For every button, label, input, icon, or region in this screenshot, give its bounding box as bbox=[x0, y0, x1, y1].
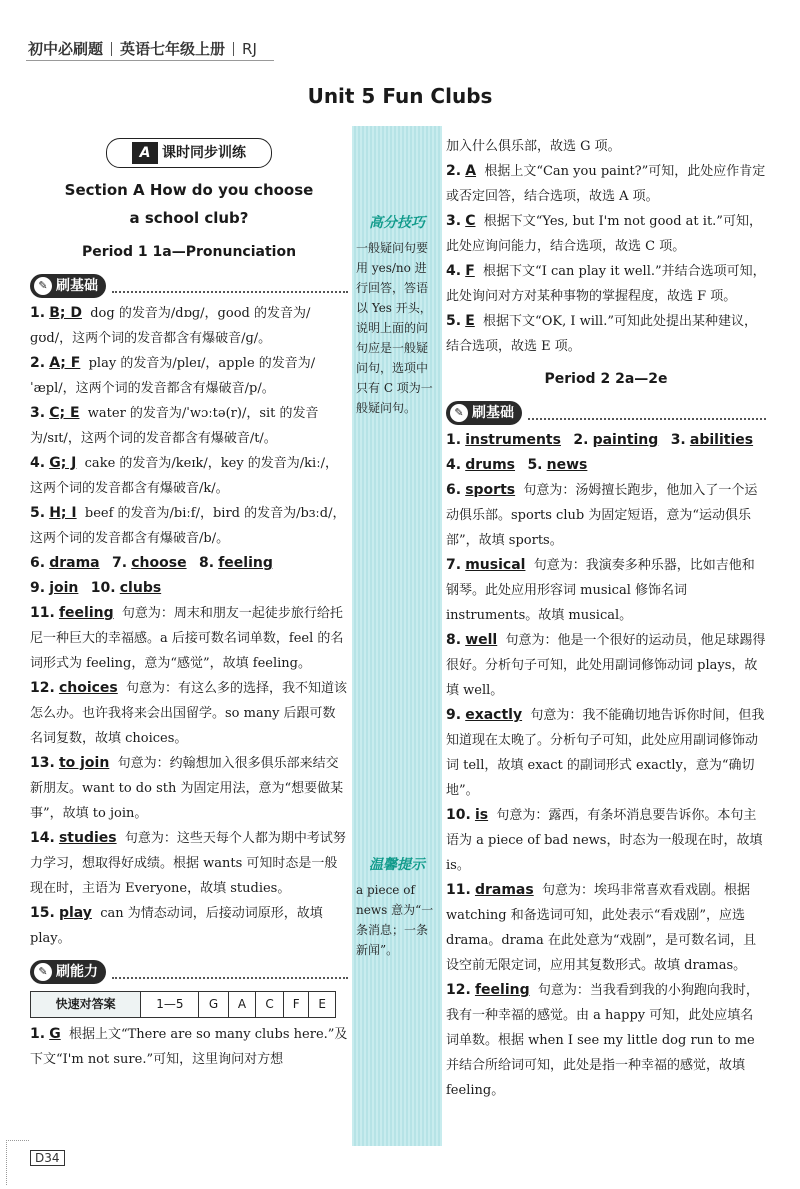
item-text: can 为情态动词，后接动词原形，故填 play。 bbox=[30, 906, 323, 946]
item-number: 11. bbox=[30, 605, 55, 621]
item-answer: feeling bbox=[474, 982, 530, 998]
quick-answer-cell: F bbox=[283, 992, 308, 1018]
item-number: 5. bbox=[527, 457, 543, 473]
item-answer: is bbox=[474, 807, 489, 823]
header-rule bbox=[26, 60, 274, 61]
item-answer: H; I bbox=[49, 505, 77, 521]
left-column bbox=[30, 138, 348, 1072]
list-item bbox=[30, 576, 348, 601]
section-title-line: Section A How do you choose bbox=[64, 181, 314, 199]
list-item bbox=[446, 428, 766, 453]
item-text: play 的发音为/pleɪ/，apple 的发音为/ˈæpl/，这两个词的发音都含有爆破音/p/。 bbox=[30, 356, 316, 396]
list-item bbox=[30, 401, 348, 451]
item-text: 根据上文“There are so many clubs here.”及下文“I'm not sure.”可知，这里询问对方想 bbox=[30, 1027, 348, 1067]
item-number: 4. bbox=[30, 455, 46, 471]
item-answer: clubs bbox=[119, 580, 162, 596]
item-answer: feeling bbox=[218, 555, 273, 571]
item-text: 根据下文“OK, I will.”可知此处提出某种建议，结合选项，故选 E 项。 bbox=[446, 314, 757, 354]
item-number: 15. bbox=[30, 905, 55, 921]
subject-name: 英语七年级上册 bbox=[120, 40, 226, 58]
item-answer: studies bbox=[58, 830, 117, 846]
item-answer: F bbox=[465, 263, 475, 279]
quick-answer-cell: G bbox=[199, 992, 228, 1018]
item-number: 4. bbox=[446, 457, 462, 473]
item-number: 10. bbox=[446, 807, 471, 823]
item-answer: instruments bbox=[465, 432, 561, 448]
period-title: Period 1 1a—Pronunciation bbox=[81, 244, 297, 260]
item-number: 6. bbox=[446, 482, 462, 498]
item-text: 句意为：有这么多的选择，我不知道该怎么办。也许我将来会出国留学。so many 后跟可数名词复数，故填 choices。 bbox=[30, 681, 348, 746]
list-item bbox=[30, 1022, 348, 1072]
item-answer: feeling bbox=[58, 605, 114, 621]
item-text: beef 的发音为/biːf/，bird 的发音为/bɜːd/，这两个词的发音都含有爆破音/b/。 bbox=[30, 506, 346, 546]
lesson-banner bbox=[106, 138, 272, 168]
list-item bbox=[446, 309, 766, 359]
list-item bbox=[30, 826, 348, 901]
item-answer: G bbox=[49, 1026, 61, 1042]
item-text: cake 的发音为/keɪk/，key 的发音为/kiː/，这两个词的发音都含有爆破音/k/。 bbox=[30, 456, 338, 496]
item-answer: C; E bbox=[49, 405, 80, 421]
item-number: 7. bbox=[112, 555, 128, 571]
list-item bbox=[446, 478, 766, 553]
item-text: 句意为：露西，有条坏消息要告诉你。本句主语为 a piece of bad news，时态为一般现在时，故填 is。 bbox=[446, 808, 763, 873]
badge-label: 刷基础 bbox=[56, 278, 98, 294]
item-number: 3. bbox=[30, 405, 46, 421]
item-number: 2. bbox=[30, 355, 46, 371]
item-answer: news bbox=[546, 457, 588, 473]
item-text: 句意为：这些天每个人都为期中考试努力学习，想取得好成绩。根据 wants 可知时态是一般现在时，主语为 Everyone，故填 studies。 bbox=[30, 831, 346, 896]
item-number: 13. bbox=[30, 755, 55, 771]
item-answer: C bbox=[465, 213, 476, 229]
item-answer: drama bbox=[49, 555, 100, 571]
edition: RJ bbox=[242, 40, 257, 58]
right-column bbox=[446, 134, 766, 1103]
badge-basic bbox=[446, 401, 522, 425]
item-number: 8. bbox=[198, 555, 215, 571]
list-item bbox=[446, 878, 766, 978]
item-answer: sports bbox=[465, 482, 516, 498]
list-item bbox=[446, 209, 766, 259]
dotted-rule bbox=[528, 406, 766, 420]
item-number: 5. bbox=[30, 505, 46, 521]
item-number: 1. bbox=[30, 1026, 46, 1042]
tip-title: 高分技巧 bbox=[369, 215, 425, 231]
page-corner-mark bbox=[6, 1140, 29, 1185]
item-number: 12. bbox=[446, 982, 471, 998]
reminder-title: 温馨提示 bbox=[369, 857, 425, 873]
item-text: dog 的发音为/dɒɡ/，good 的发音为/ɡʊd/，这两个词的发音都含有爆破音/ɡ/。 bbox=[30, 306, 311, 346]
item-number: 3. bbox=[670, 432, 686, 448]
badge-basic bbox=[30, 274, 106, 298]
list-item bbox=[446, 703, 766, 803]
quick-answer-cell: E bbox=[309, 992, 336, 1018]
item-text: 句意为：汤姆擅长跑步，他加入了一个运动俱乐部。sports club 为固定短语，意为“运动俱乐部”，故填 sports。 bbox=[446, 483, 758, 548]
item-text: 根据下文“I can play it well.”并结合选项可知，此处询问对方对某种事物的掌握程度，故选 F 项。 bbox=[446, 264, 766, 304]
section-header bbox=[30, 959, 348, 985]
item-text: water 的发音为/ˈwɔːtə(r)/，sit 的发音为/sɪt/，这两个词的发音都含有爆破音/t/。 bbox=[30, 406, 319, 446]
item-answer: B; D bbox=[49, 305, 82, 321]
item-text: 根据下文“Yes, but I'm not good at it.”可知，此处应询问能力，结合选项，故选 C 项。 bbox=[446, 214, 762, 254]
page-number: D34 bbox=[30, 1150, 65, 1166]
dotted-rule bbox=[112, 279, 348, 293]
period-title: Period 2 2a—2e bbox=[544, 371, 668, 387]
list-item bbox=[446, 628, 766, 703]
item-text: 句意为：他是一个很好的运动员，他足球踢得很好。分析句子可知，此处用副词修饰动词 plays，故填 well。 bbox=[446, 633, 766, 698]
margin-notes-sidebar bbox=[352, 126, 442, 1146]
list-item bbox=[446, 134, 766, 159]
item-number: 2. bbox=[573, 432, 589, 448]
section-title-line: a school club? bbox=[129, 209, 249, 227]
dotted-rule bbox=[112, 965, 348, 979]
item-answer: play bbox=[58, 905, 92, 921]
list-item bbox=[30, 301, 348, 351]
item-answer: exactly bbox=[465, 707, 523, 723]
pen-icon: ✎ bbox=[34, 277, 52, 295]
item-number: 3. bbox=[446, 213, 462, 229]
item-answer: dramas bbox=[474, 882, 534, 898]
list-item bbox=[446, 978, 766, 1103]
item-answer: to join bbox=[58, 755, 110, 771]
list-item bbox=[30, 601, 348, 676]
item-text: 根据上文“Can you paint?”可知，此处应作肯定或否定回答，结合选项，故选 A 项。 bbox=[446, 164, 766, 204]
item-text: 句意为：埃玛非常喜欢看戏剧。根据 watching 和备选词可知，此处表示“看戏剧”，应选 drama。drama 在此处意为“戏剧”，是可数名词，且设空前无限定词，应用其复数形式。故填 dramas。 bbox=[446, 883, 757, 973]
item-number: 6. bbox=[30, 555, 46, 571]
list-item bbox=[30, 751, 348, 826]
item-number: 9. bbox=[30, 580, 46, 596]
banner-badge: A bbox=[132, 142, 158, 164]
list-item bbox=[30, 451, 348, 501]
item-number: 7. bbox=[446, 557, 462, 573]
item-answer: A; F bbox=[49, 355, 81, 371]
item-number: 8. bbox=[446, 632, 462, 648]
item-answer: join bbox=[49, 580, 79, 596]
list-item bbox=[30, 901, 348, 951]
item-number: 9. bbox=[446, 707, 462, 723]
header-divider bbox=[233, 42, 234, 56]
item-answer: choose bbox=[131, 555, 187, 571]
item-number: 5. bbox=[446, 313, 462, 329]
item-text: 句意为：约翰想加入很多俱乐部来结交新朋友。want to do sth 为固定用法，意为“想要做某事”，故填 to join。 bbox=[30, 756, 344, 821]
list-item bbox=[446, 553, 766, 628]
badge-label: 刷基础 bbox=[472, 405, 514, 421]
item-text: 加入什么俱乐部，故选 G 项。 bbox=[446, 139, 621, 154]
item-number: 10. bbox=[90, 580, 116, 596]
badge-label: 刷能力 bbox=[56, 964, 98, 980]
pen-icon: ✎ bbox=[450, 404, 468, 422]
quick-answer-cell: A bbox=[228, 992, 256, 1018]
section-title bbox=[30, 176, 348, 232]
item-number: 1. bbox=[30, 305, 46, 321]
item-answer: painting bbox=[592, 432, 659, 448]
list-item bbox=[30, 676, 348, 751]
quick-answer-cell: C bbox=[256, 992, 284, 1018]
item-answer: A bbox=[465, 163, 477, 179]
badge-ability bbox=[30, 960, 106, 984]
item-number: 11. bbox=[446, 882, 471, 898]
tip-text: 一般疑问句要用 yes/no 进行回答，答语以 Yes 开头，说明上面的问句应是一般疑问句，选项中只有 C 项为一般疑问句。 bbox=[356, 241, 433, 415]
item-text: 句意为：周末和朋友一起徒步旅行给托尼一种巨大的幸福感。a 后接可数名词单数，feel 的名词形式为 feeling，意为“感觉”，故填 feeling。 bbox=[30, 606, 344, 671]
item-answer: E bbox=[465, 313, 475, 329]
item-number: 14. bbox=[30, 830, 55, 846]
item-answer: choices bbox=[58, 680, 118, 696]
list-item bbox=[446, 259, 766, 309]
reminder-text: a piece of news 意为“一条消息；一条新闻”。 bbox=[356, 883, 434, 957]
pen-icon: ✎ bbox=[34, 963, 52, 981]
item-answer: drums bbox=[465, 457, 516, 473]
item-number: 4. bbox=[446, 263, 462, 279]
section-header bbox=[30, 273, 348, 299]
item-text: 句意为：当我看到我的小狗跑向我时，我有一种幸福的感觉。由 a happy 可知，此处应填名词单数。根据 when I see my little dog run to me 并结合所给词可知，此处是指一种幸福的感觉，故填 feeling。 bbox=[446, 983, 759, 1098]
list-item bbox=[446, 159, 766, 209]
item-answer: well bbox=[465, 632, 498, 648]
item-number: 12. bbox=[30, 680, 55, 696]
item-number: 1. bbox=[446, 432, 462, 448]
running-header bbox=[28, 38, 257, 59]
section-header bbox=[446, 400, 766, 426]
list-item bbox=[446, 803, 766, 878]
banner-label: 课时同步训练 bbox=[162, 145, 246, 161]
item-number: 2. bbox=[446, 163, 462, 179]
quick-answer-label: 快速对答案 bbox=[31, 992, 141, 1018]
quick-answer-range: 1—5 bbox=[141, 992, 199, 1018]
item-answer: abilities bbox=[689, 432, 754, 448]
item-answer: musical bbox=[465, 557, 526, 573]
header-divider bbox=[111, 42, 112, 56]
item-text: 句意为：我不能确切地告诉你时间，但我知道现在太晚了。分析句子可知，此处应用副词修饰动词 tell，故填 exact 的副词形式 exactly，意为“确切地”。 bbox=[446, 708, 765, 798]
book-name: 初中必刷题 bbox=[28, 40, 104, 58]
list-item bbox=[30, 551, 348, 576]
list-item bbox=[30, 501, 348, 551]
unit-title: Unit 5 Fun Clubs bbox=[307, 84, 493, 108]
item-text: 句意为：我演奏多种乐器，比如吉他和钢琴。此处应用形容词 musical 修饰名词 instruments。故填 musical。 bbox=[446, 558, 755, 623]
list-item bbox=[30, 351, 348, 401]
item-answer: G; J bbox=[49, 455, 77, 471]
list-item bbox=[446, 453, 766, 478]
quick-answer-table bbox=[30, 991, 336, 1018]
